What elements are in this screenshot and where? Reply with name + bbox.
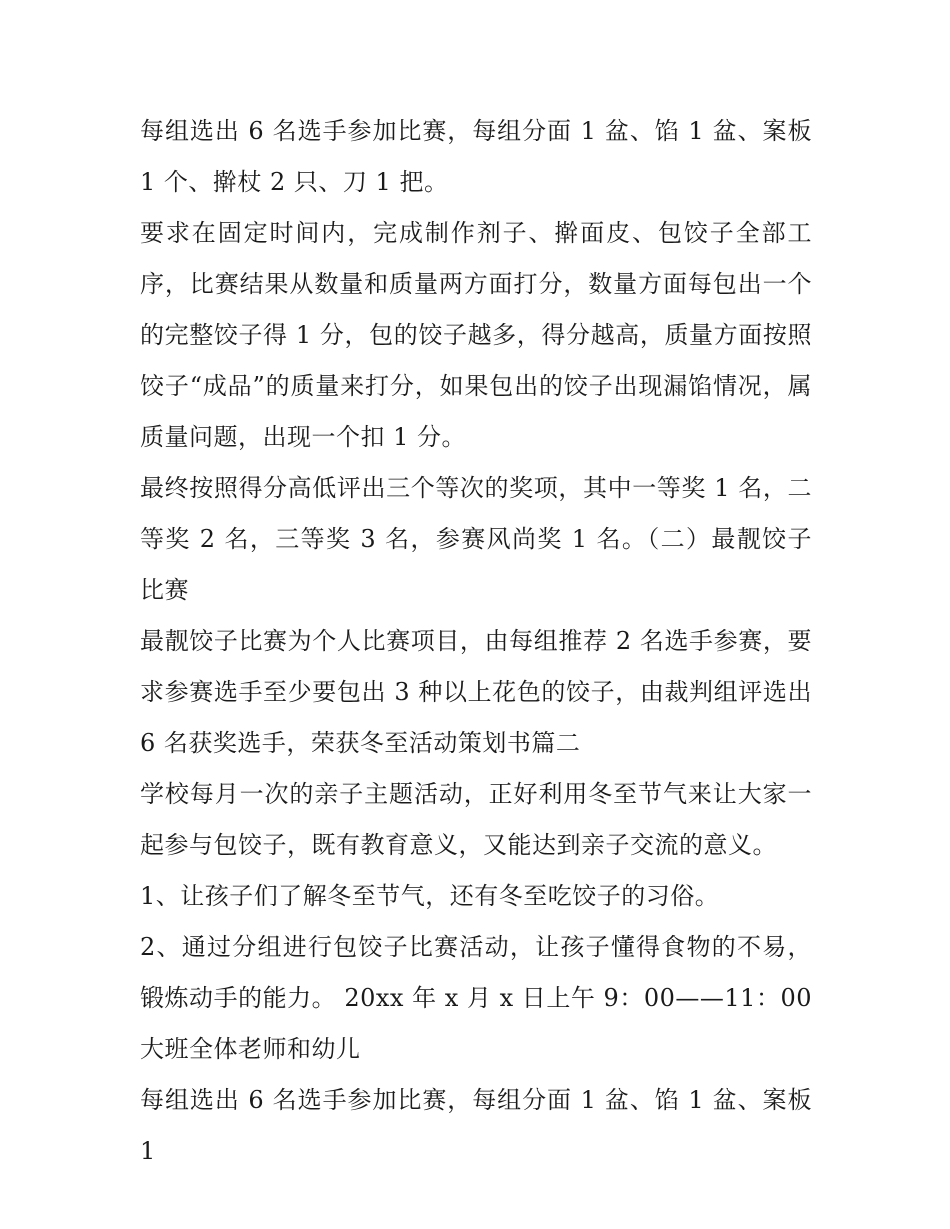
- paragraph-6: 1、让孩子们了解冬至节气，还有冬至吃饺子的习俗。: [140, 882, 720, 910]
- paragraph-2: 要求在固定时间内，完成制作剂子、擀面皮、包饺子全部工序，比赛结果从数量和质量两方面打分，数量方面每包出一个的完整饺子得 1 分，包的饺子越多，得分越高，质量方面按照饺子“成品”的质量来打分，如果包出的饺子出现漏馅情况，属质量问题，出现一个扣 1 分。: [140, 219, 812, 451]
- paragraph-3: 最终按照得分高低评出三个等次的奖项，其中一等奖 1 名，二等奖 2 名，三等奖 3 名，参赛风尚奖 1 名。（二）最靓饺子比赛: [140, 474, 812, 604]
- paragraph-8: 每组选出 6 名选手参加比赛，每组分面 1 盆、馅 1 盆、案板 1: [140, 1086, 812, 1165]
- paragraph-4: 最靓饺子比赛为个人比赛项目，由每组推荐 2 名选手参赛，要求参赛选手至少要包出 3 种以上花色的饺子，由裁判组评选出 6 名获奖选手，荣获冬至活动策划书篇二: [140, 627, 812, 757]
- document-body: [140, 106, 812, 1177]
- paragraph-1: 每组选出 6 名选手参加比赛，每组分面 1 盆、馅 1 盆、案板 1 个、擀杖 2 只、刀 1 把。: [140, 117, 812, 196]
- paragraph-7: 2、通过分组进行包饺子比赛活动，让孩子懂得食物的不易，锻炼动手的能力。 20xx 年 x 月 x 日上午 9：00——11：00 大班全体老师和幼儿: [140, 933, 812, 1063]
- paragraph-5: 学校每月一次的亲子主题活动，正好利用冬至节气来让大家一起参与包饺子，既有教育意义，又能达到亲子交流的意义。: [140, 780, 812, 859]
